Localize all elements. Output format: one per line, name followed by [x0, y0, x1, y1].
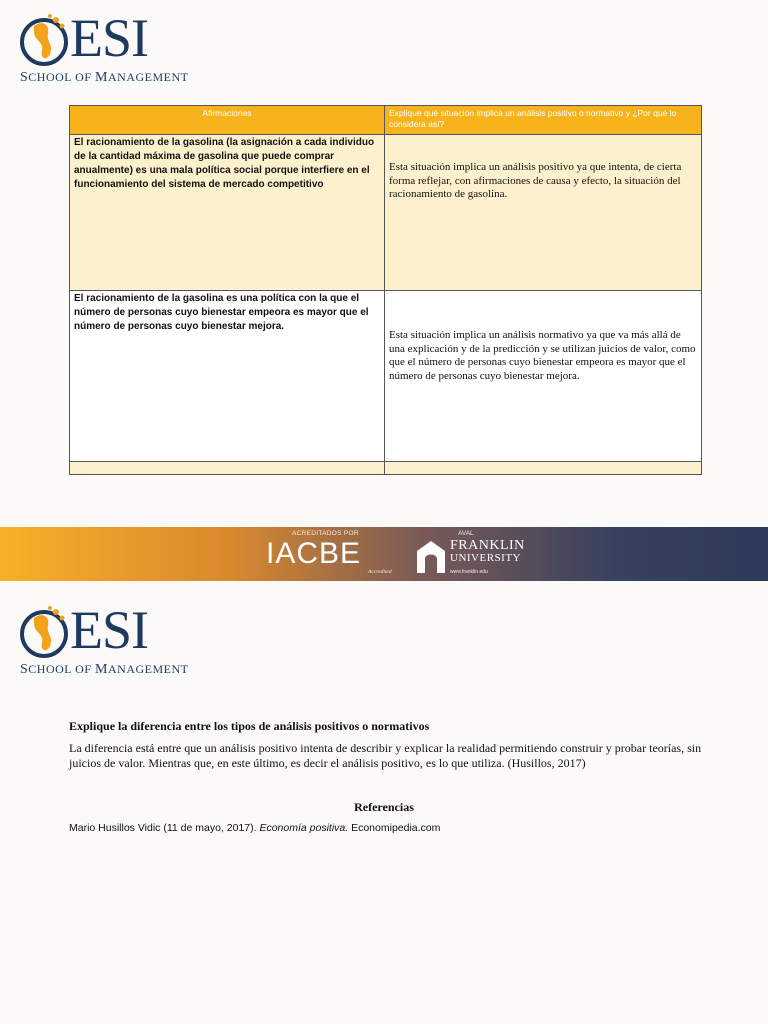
iacbe-logo: IACBE — [266, 537, 362, 570]
franklin-logo: FRANKLIN UNIVERSITY — [450, 538, 525, 564]
statement-text: El racionamiento de la gasolina (la asignación a cada individuo de la cantidad máxima de gasolina que puede comprar anualmente) es una mala política social porque interfiere en el funcionamiento del sistema de mercado competitivo — [74, 137, 375, 190]
esi-logo-top — [20, 8, 190, 84]
esi-logo-bottom — [20, 600, 190, 676]
globe-icon — [20, 604, 72, 660]
header-afirmaciones: Afirmaciones — [70, 106, 385, 135]
reference-entry: Mario Husillos Vidic (11 de mayo, 2017). Economía positiva. Economipedia.com — [69, 822, 441, 834]
esi-wordmark: ESI — [70, 8, 148, 68]
answer-text: Esta situación implica un análisis positivo ya que intenta, de cierta forma reflejar, con afirmaciones de causa y efecto, la situación del racionamiento de gasolina. — [389, 161, 682, 200]
franklin-emblem-icon — [415, 539, 447, 573]
aval-label: AVAL — [458, 530, 474, 537]
accredited-label: ACREDITADOS POR — [292, 530, 359, 537]
table-row — [70, 135, 702, 291]
reference-work: Economía positiva. — [259, 822, 349, 834]
answer-text: Esta situación implica un análisis normativo ya que va más allá de una explicación y de la predicción y se utilizan juicios de valor, como que el número de personas cuyo bienestar empeora es mayor que el número de personas cuyo bienestar mejora. — [389, 329, 696, 382]
question-body: La diferencia está entre que un análisis positivo intenta de describir y explicar la realidad permitiendo construir y probar teorías, sin juicios de valor. Mientras que, en este último, es decir el análisis positivo, es lo que utiliza. (Husillos, 2017) — [69, 741, 702, 770]
franklin-url: www.franklin.edu — [450, 569, 488, 575]
globe-icon — [20, 12, 72, 68]
header-explique: Explique qué situación implica un análisis positivo o normativo y ¿Por qué lo considera así? — [385, 106, 702, 135]
question-title: Explique la diferencia entre los tipos de análisis positivos o normativos — [69, 719, 430, 733]
table-row — [70, 291, 702, 462]
accreditation-banner — [0, 527, 768, 581]
references-title: Referencias — [354, 800, 414, 814]
table-row-empty — [70, 462, 702, 475]
iacbe-accredited: Accredited — [368, 569, 392, 575]
logo-subtitle: SCHOOL OF MANAGEMENT — [20, 70, 189, 85]
esi-wordmark: ESI — [70, 600, 148, 660]
statement-text: El racionamiento de la gasolina es una política con la que el número de personas cuyo bienestar empeora es mayor que el número de personas cuyo bienestar mejora. — [74, 293, 369, 332]
logo-subtitle: SCHOOL OF MANAGEMENT — [20, 662, 189, 677]
analysis-table — [69, 105, 702, 475]
